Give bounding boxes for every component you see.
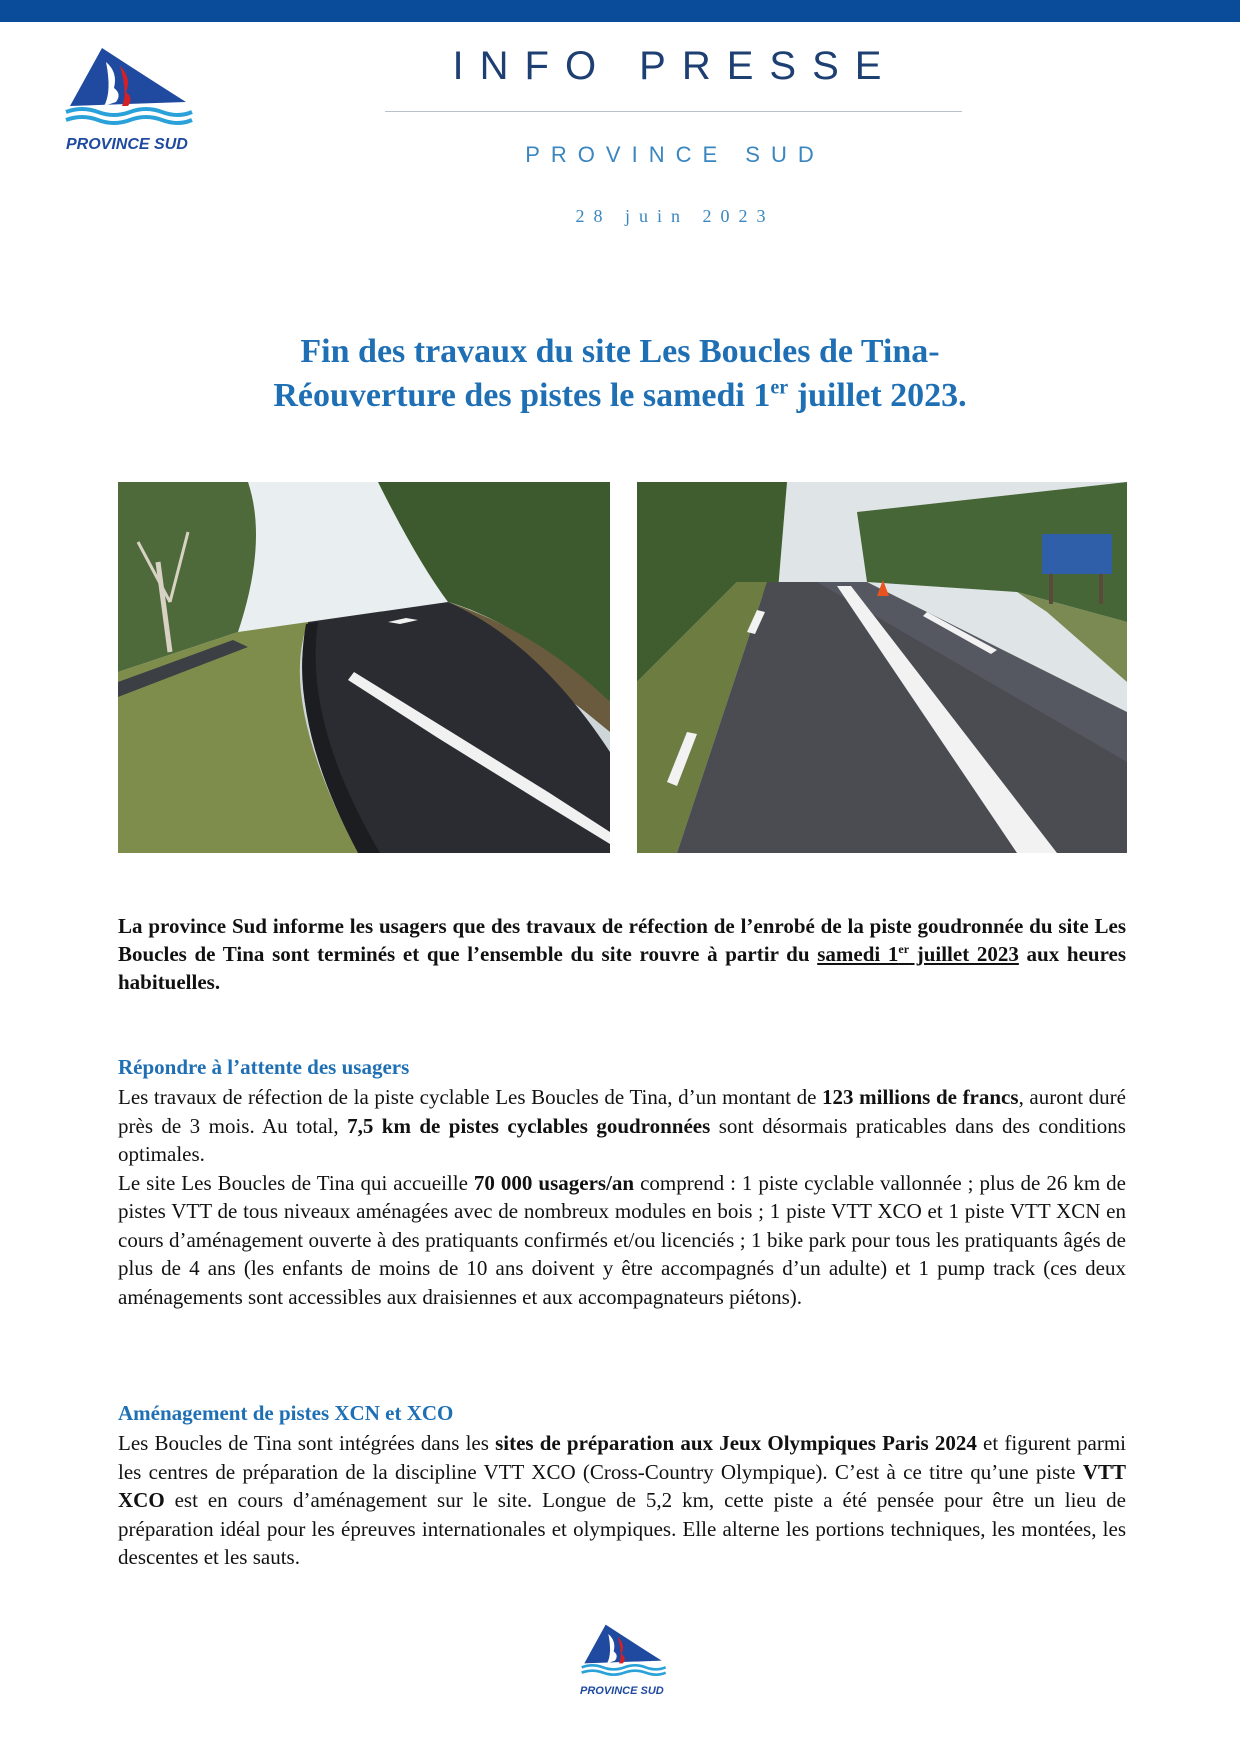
header-title: INFO PRESSE (452, 44, 898, 88)
top-color-bar (0, 0, 1240, 22)
photo-road-curve (118, 482, 610, 853)
photo-road-fork (637, 482, 1127, 853)
province-sud-logo (62, 44, 194, 153)
headline (120, 330, 1120, 418)
section-heading-usagers: Répondre à l’attente des usagers (118, 1055, 410, 1079)
footer-logo-text: PROVINCE SUD (580, 1685, 664, 1697)
footer-logo (578, 1622, 668, 1697)
headline-line-1: Fin des travaux du site Les Boucles de Tina- (300, 333, 940, 370)
paragraph: Le site Les Boucles de Tina qui accueille 70 000 usagers/an comprend : 1 piste cyclable vallonnée ; plus de 26 km de pistes VTT de tous niveaux aménagées avec de nombreux modules en bois ; 1 piste VTT XCO et 1 piste VTT XCN en cours d’aménagement ouverte à des pratiquants confirmés et/ou licenciés ; 1 bike park pour tous les pratiquants âgés de plus de 4 ans (les enfants de moins de 10 ans doivent y être accompagnés d’un adulte) et 1 pump track (ces deux aménagements sont accessibles aux draisiennes et aux accompagnateurs piétons). (118, 1170, 1126, 1309)
section-body-xcn-xco (118, 1429, 1126, 1572)
province-sud-logo-icon (62, 44, 194, 134)
lead-paragraph: La province Sud informe les usagers que des travaux de réfection de l’enrobé de la piste goudronnée du site Les Boucles de Tina sont terminés et que l’ensemble du site rouvre à partir du samedi 1er juillet 2023 aux heures habituelles. (118, 914, 1126, 994)
press-date: 28 juin 2023 (575, 206, 775, 226)
paragraph: Les Boucles de Tina sont intégrées dans les sites de préparation aux Jeux Olympiques Paris 2024 et figurent parmi les centres de préparation de la discipline VTT XCO (Cross-Country Olympique). C’est à ce titre qu’une piste VTT XCO est en cours d’aménagement sur le site. Longue de 5,2 km, cette piste a été pensée pour être un lieu de préparation idéal pour les épreuves internationales et olympiques. Elle alterne les portions techniques, les montées, les descentes et les sauts. (118, 1431, 1126, 1569)
header-divider (385, 111, 962, 112)
reopening-date: samedi 1er juillet 2023 (817, 942, 1019, 966)
logo-text: PROVINCE SUD (66, 136, 188, 153)
header-subtitle: PROVINCE SUD (525, 142, 825, 167)
province-sud-logo-icon (578, 1622, 668, 1682)
asphalt-road-photo-icon (118, 482, 610, 853)
headline-line-2: Réouverture des pistes le samedi 1er juillet 2023. (273, 376, 967, 414)
paragraph: Les travaux de réfection de la piste cyclable Les Boucles de Tina, d’un montant de 123 millions de francs, auront duré près de 3 mois. Au total, 7,5 km de pistes cyclables goudronnées sont désormais praticables dans des conditions optimales. (118, 1085, 1126, 1166)
section-heading-xcn-xco: Aménagement de pistes XCN et XCO (118, 1401, 454, 1425)
section-body-usagers (118, 1083, 1126, 1311)
asphalt-road-photo-icon (637, 482, 1127, 853)
